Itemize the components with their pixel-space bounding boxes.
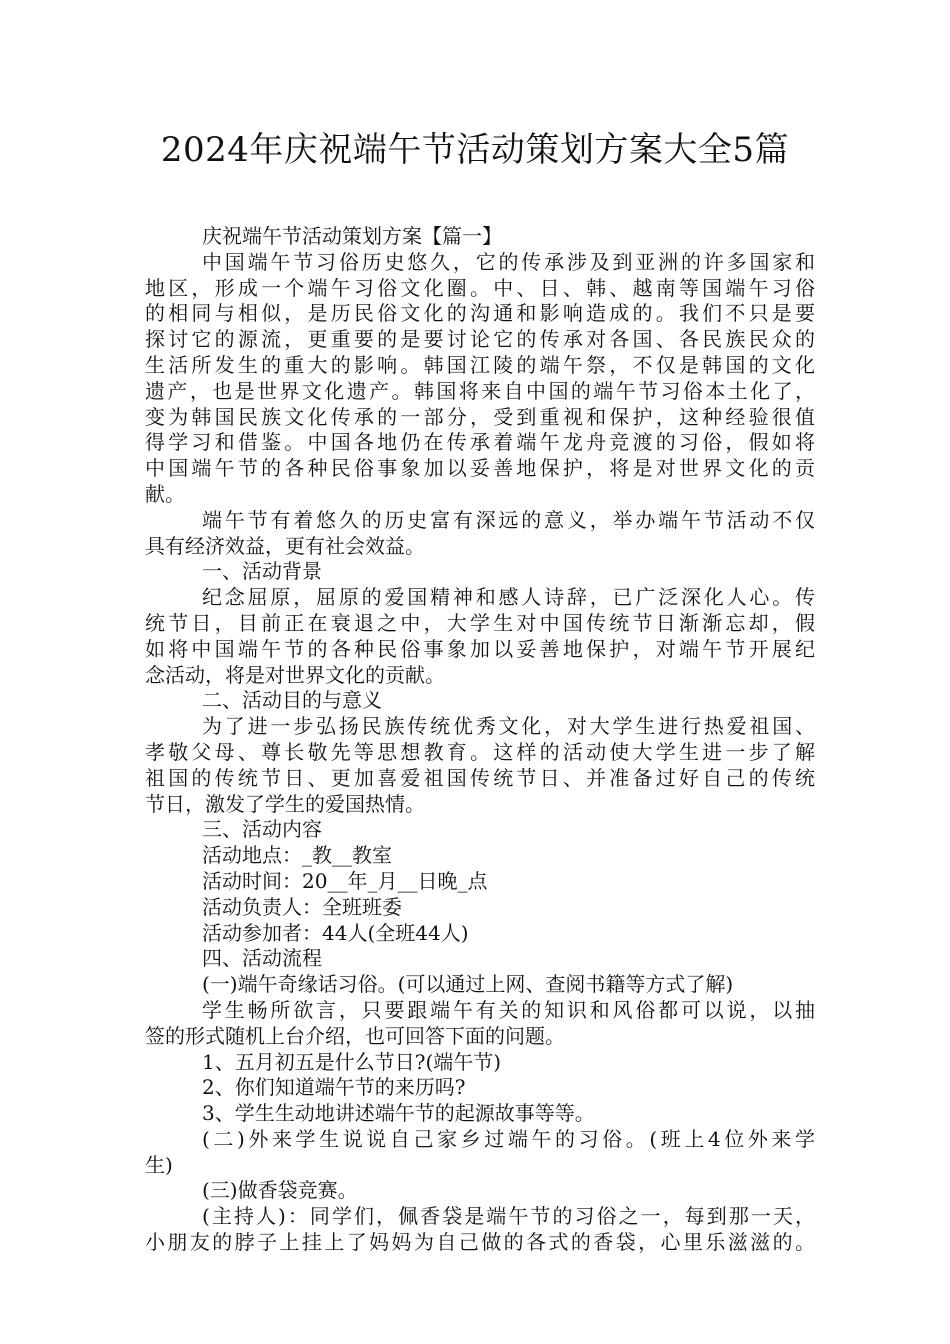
text-line: 一、活动背景	[202, 559, 322, 584]
text-line: 念活动，将是对世界文化的贡献。	[145, 662, 445, 687]
text-line: 探讨它的源流，更重要的是要讨论它的传承对各国、各民族民众的	[145, 327, 815, 352]
text-line: 得学习和借鉴。中国各地仍在传承着端午龙舟竞渡的习俗，假如将	[145, 430, 815, 455]
text-line: 中国端午节习俗历史悠久，它的传承涉及到亚洲的许多国家和	[202, 249, 815, 274]
text-line: 如将中国端午节的各种民俗事象加以妥善地保护，对端午节开展纪	[145, 636, 815, 661]
text-line: 活动参加者：44人(全班44人)	[202, 920, 469, 945]
text-line: 祖国的传统节日、更加喜爱祖国传统节日、并准备过好自己的传统	[145, 765, 815, 790]
text-line: (主持人)：同学们，佩香袋是端午节的习俗之一，每到那一天，	[202, 1204, 815, 1229]
text-line: 生活所发生的重大的影响。韩国江陵的端午祭，不仅是韩国的文化	[145, 352, 815, 377]
text-line: 遗产，也是世界文化遗产。韩国将来自中国的端午节习俗本土化了，	[145, 378, 815, 403]
text-line: (一)端午奇缘话习俗。(可以通过上网、查阅书籍等方式了解)	[202, 972, 734, 997]
text-line: 四、活动流程	[202, 946, 322, 971]
text-line: 的相同与相似，是历民俗文化的沟通和影响造成的。我们不只是要	[145, 301, 815, 326]
text-line: 3、学生生动地讲述端午节的起源故事等等。	[202, 1101, 595, 1126]
text-line: 变为韩国民族文化传承的一部分，受到重视和保护，这种经验很值	[145, 404, 815, 429]
text-line: (二)外来学生说说自己家乡过端午的习俗。(班上4位外来学	[202, 1126, 815, 1151]
text-line: 纪念屈原，屈原的爱国精神和感人诗辞，已广泛深化人心。传	[202, 585, 815, 610]
text-line: 庆祝端午节活动策划方案【篇一】	[202, 224, 502, 248]
text-line: 签的形式随机上台介绍，也可回答下面的问题。	[145, 1023, 565, 1048]
text-line: 二、活动目的与意义	[202, 688, 382, 713]
text-line: 中国端午节的各种民俗事象加以妥善地保护，将是对世界文化的贡	[145, 456, 815, 481]
text-line: 献。	[145, 481, 185, 506]
text-line: 地区，形成一个端午习俗文化圈。中、日、韩、越南等国端午习俗	[145, 275, 815, 300]
text-line: 为了进一步弘扬民族传统优秀文化，对大学生进行热爱祖国、	[202, 714, 815, 739]
document-title: 2024年庆祝端午节活动策划方案大全5篇	[160, 130, 790, 170]
text-line: 三、活动内容	[202, 817, 322, 842]
text-line: 活动地点：_教__教室	[202, 843, 392, 868]
text-line: 端午节有着悠久的历史富有深远的意义，举办端午节活动不仅	[202, 507, 815, 532]
text-line: 活动时间：20__年_月__日晚_点	[202, 868, 488, 893]
document-body	[145, 224, 815, 1256]
text-line: 小朋友的脖子上挂上了妈妈为自己做的各式的香袋，心里乐滋滋的。	[145, 1230, 815, 1255]
text-line: 统节日，目前正在衰退之中，大学生对中国传统节日渐渐忘却，假	[145, 610, 815, 635]
text-line: 2、你们知道端午节的来历吗?	[202, 1075, 466, 1100]
text-line: 孝敬父母、尊长敬先等思想教育。这样的活动使大学生进一步了解	[145, 739, 815, 764]
text-line: 节日，激发了学生的爱国热情。	[145, 791, 425, 816]
text-line: 活动负责人：全班班委	[202, 894, 402, 919]
text-line: 生)	[145, 1152, 173, 1177]
text-line: 具有经济效益，更有社会效益。	[145, 533, 425, 558]
text-line: 学生畅所欲言，只要跟端午有关的知识和风俗都可以说，以抽	[202, 997, 815, 1022]
text-line: 1、五月初五是什么节日?(端午节)	[202, 1049, 502, 1074]
text-line: (三)做香袋竞赛。	[202, 1178, 358, 1203]
